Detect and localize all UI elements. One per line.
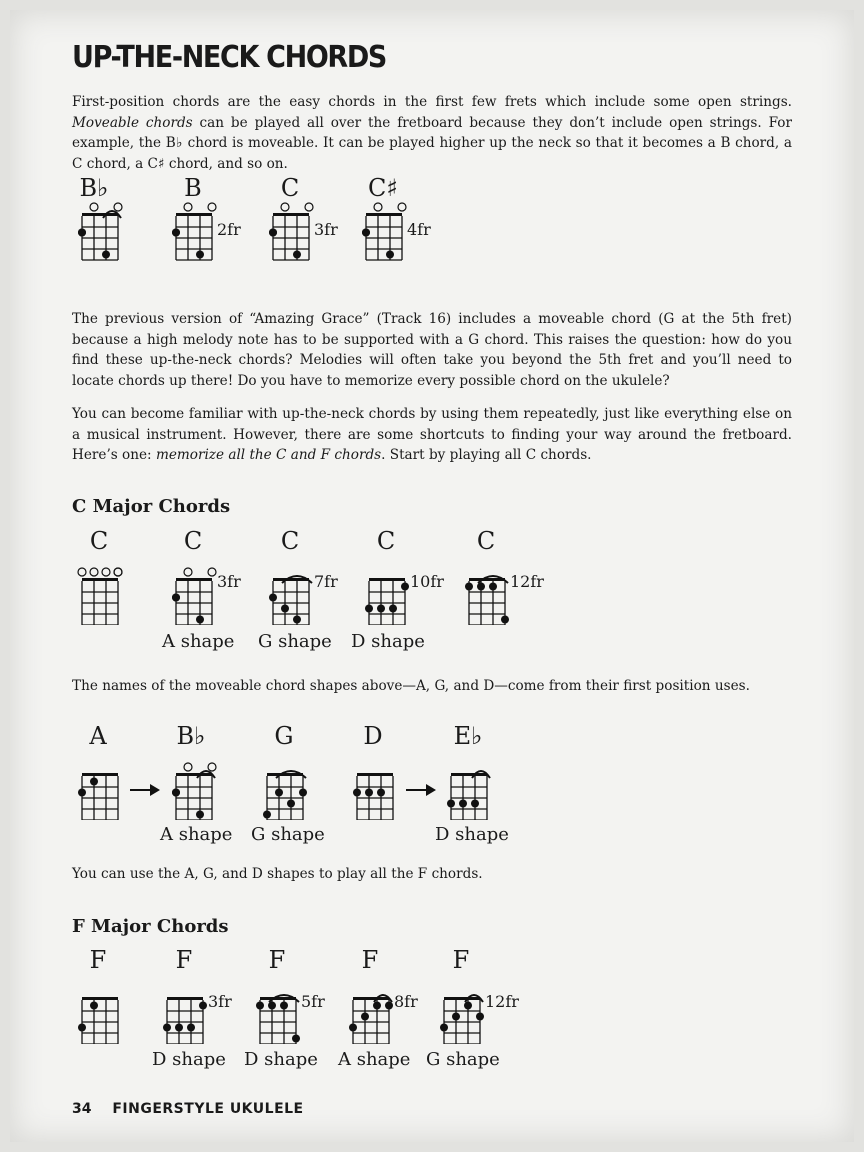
finger-dot (102, 251, 110, 259)
chord-name: B (184, 174, 202, 202)
chord-grid (172, 763, 216, 820)
chord-name: G (274, 722, 294, 750)
chord-grid (78, 203, 122, 260)
finger-dot (287, 800, 295, 808)
finger-dot (489, 583, 497, 591)
amazing-grace-paragraph: The previous version of “Amazing Grace” (Track 16) includes a moveable chord (G at the 5th fret) because a high melody note has to be supported with a G chord. This raises the question: how do you find these up-the-neck chords? Melodies will often take you beyond the 5th fret and you’ll need to locate chords up there! Do you have to memorize every possible chord on the ukulele? (72, 311, 792, 389)
chord-grid (465, 576, 509, 625)
intro-paragraph (72, 92, 792, 174)
finger-dot (377, 605, 385, 613)
chord-name: C (280, 174, 300, 202)
finger-dot (196, 616, 204, 624)
page-number: 34 (72, 1101, 92, 1117)
chord-grid (362, 203, 406, 260)
finger-dot (172, 594, 180, 602)
open-string-circle (208, 763, 216, 771)
chord-grid (365, 578, 409, 625)
finger-dot (187, 1024, 195, 1032)
finger-dot (501, 616, 509, 624)
nut (366, 213, 402, 216)
shape-label: D shape (244, 1049, 318, 1070)
chord-grid (440, 995, 484, 1044)
finger-dot (373, 1002, 381, 1010)
finger-dot (292, 1035, 300, 1043)
chord-diagram (443, 748, 495, 820)
shape-label: D shape (435, 824, 509, 845)
chord-diagram (252, 972, 304, 1044)
intro-text-b: can be played all over the fretboard because they don’t include open strings. For example, the B♭ chord is moveable. It can be played higher up the neck so that it becomes a B chord, a C chord, a C♯ chord, and so on. (72, 114, 792, 172)
chord-grid (447, 771, 490, 820)
chord-name: C (183, 527, 203, 555)
fret-label: 4fr (407, 220, 431, 239)
fret-label: 5fr (301, 992, 325, 1011)
fret-label: 3fr (217, 572, 241, 591)
finger-dot (293, 616, 301, 624)
open-string-circle (90, 203, 98, 211)
chord-diagram (259, 748, 311, 820)
finger-dot (389, 605, 397, 613)
open-string-circle (184, 568, 192, 576)
nut (369, 578, 405, 581)
finger-dot (452, 1013, 460, 1021)
shape-label: D shape (152, 1049, 226, 1070)
chord-name: E♭ (453, 722, 483, 750)
nut (353, 997, 389, 1000)
nut (451, 773, 487, 776)
finger-dot (163, 1024, 171, 1032)
finger-dot (256, 1002, 264, 1010)
open-string-circle (184, 203, 192, 211)
shape-label: A shape (162, 631, 235, 652)
shape-label: G shape (251, 824, 325, 845)
finger-dot (299, 789, 307, 797)
chord-diagram (349, 748, 401, 820)
finger-dot (464, 1002, 472, 1010)
finger-dot (377, 789, 385, 797)
finger-dot (365, 605, 373, 613)
shortcut-text-b: . Start by playing all C chords. (381, 447, 592, 463)
fret-label: 2fr (217, 220, 241, 239)
finger-dot (196, 811, 204, 819)
chord-name: D (363, 722, 383, 750)
chord-name: F (89, 946, 107, 974)
chord-diagram (168, 188, 220, 272)
finger-dot (447, 800, 455, 808)
open-string-circle (90, 568, 98, 576)
chord-name: C (280, 527, 300, 555)
nut (82, 213, 118, 216)
chord-diagram (168, 748, 220, 820)
c-major-heading: C Major Chords (72, 496, 231, 517)
fret-label: 12fr (510, 572, 544, 591)
shape-label: D shape (351, 631, 425, 652)
finger-dot (263, 811, 271, 819)
chord-diagram (345, 972, 397, 1044)
nut (176, 773, 212, 776)
shortcut-emphasis: memorize all the C and F chords (155, 447, 382, 463)
chord-name: A (89, 722, 107, 750)
f-major-heading: F Major Chords (72, 916, 229, 937)
finger-dot (175, 1024, 183, 1032)
chord-diagram (358, 188, 410, 272)
open-string-circle (374, 203, 382, 211)
shape-label: A shape (160, 824, 233, 845)
open-string-circle (305, 203, 313, 211)
finger-dot (465, 583, 473, 591)
intro-text-a: First-position chords are the easy chords in the first few frets which include some open strings. (72, 94, 792, 110)
chord-grid (256, 995, 300, 1044)
nut (176, 578, 212, 581)
chord-diagram (436, 972, 488, 1044)
finger-dot (78, 229, 86, 237)
chord-name: B♭ (176, 722, 206, 750)
chord-name: F (452, 946, 470, 974)
finger-dot (385, 1002, 393, 1010)
open-string-circle (114, 203, 122, 211)
open-string-circle (184, 763, 192, 771)
chord-grid (78, 773, 118, 820)
chord-grid (269, 576, 312, 625)
finger-dot (476, 1013, 484, 1021)
finger-dot (268, 1002, 276, 1010)
finger-dot (477, 583, 485, 591)
chord-name: F (361, 946, 379, 974)
chord-diagram (265, 188, 317, 272)
finger-dot (78, 1024, 86, 1032)
nut (82, 578, 118, 581)
finger-dot (196, 251, 204, 259)
open-string-circle (208, 568, 216, 576)
finger-dot (386, 251, 394, 259)
arrow-right-icon (128, 780, 162, 800)
chord-diagram (168, 553, 220, 625)
finger-dot (362, 229, 370, 237)
chord-name: F (268, 946, 286, 974)
chord-grid (163, 997, 207, 1044)
nut (444, 997, 480, 1000)
finger-dot (275, 789, 283, 797)
chord-diagram (265, 553, 317, 625)
fret-label: 8fr (394, 992, 418, 1011)
finger-dot (293, 251, 301, 259)
open-string-circle (208, 203, 216, 211)
chord-grid (78, 997, 118, 1044)
chord-name: B♭ (79, 174, 109, 202)
fret-label: 3fr (208, 992, 232, 1011)
finger-dot (280, 1002, 288, 1010)
chord-grid (269, 203, 313, 260)
fret-label: 10fr (410, 572, 444, 591)
nut (273, 213, 309, 216)
finger-dot (172, 789, 180, 797)
arrow-right-icon (404, 780, 438, 800)
shape-label: A shape (338, 1049, 411, 1070)
book-title: FINGERSTYLE UKULELE (112, 1101, 304, 1117)
f-chords-paragraph: You can use the A, G, and D shapes to play all the F chords. (72, 866, 483, 882)
shape-label: G shape (258, 631, 332, 652)
finger-dot (365, 789, 373, 797)
chord-name: F (175, 946, 193, 974)
finger-dot (90, 778, 98, 786)
open-string-circle (102, 568, 110, 576)
chord-grid (349, 995, 393, 1044)
nut (167, 997, 203, 1000)
chord-name: C (376, 527, 396, 555)
chord-diagram (74, 553, 126, 625)
finger-dot (353, 789, 361, 797)
finger-dot (471, 800, 479, 808)
finger-dot (459, 800, 467, 808)
finger-dot (401, 583, 409, 591)
open-string-circle (114, 568, 122, 576)
chord-name: C (476, 527, 496, 555)
finger-dot (172, 229, 180, 237)
finger-dot (361, 1013, 369, 1021)
intro-emphasis: Moveable chords (72, 114, 193, 131)
page-title: UP-THE-NECK CHORDS (72, 40, 387, 75)
chord-diagram (74, 972, 126, 1044)
chord-grid (263, 771, 307, 820)
fret-label: 3fr (314, 220, 338, 239)
finger-dot (90, 1002, 98, 1010)
chord-grid (353, 773, 393, 820)
finger-dot (349, 1024, 357, 1032)
chord-grid (172, 568, 216, 625)
open-string-circle (78, 568, 86, 576)
shortcut-text-a: You can become familiar with up-the-neck chords by using them repeatedly, just like everything else on a musical instrument. However, there are some shortcuts to finding your way around the fretboard. Here’s one: (72, 406, 792, 463)
fret-label: 7fr (314, 572, 338, 591)
finger-dot (78, 789, 86, 797)
shortcut-paragraph (72, 404, 792, 466)
page-footer (72, 1101, 304, 1117)
fret-label: 12fr (485, 992, 519, 1011)
chord-name: C (89, 527, 109, 555)
open-string-circle (281, 203, 289, 211)
chord-grid (172, 203, 216, 260)
chord-name: C♯ (368, 174, 398, 202)
chord-grid (78, 568, 122, 625)
nut (82, 773, 118, 776)
chord-diagram (361, 553, 413, 625)
finger-dot (269, 594, 277, 602)
finger-dot (440, 1024, 448, 1032)
nut (82, 997, 118, 1000)
finger-dot (269, 229, 277, 237)
nut (357, 773, 393, 776)
shape-names-paragraph: The names of the moveable chord shapes above—A, G, and D—come from their first position uses. (72, 678, 750, 694)
shape-label: G shape (426, 1049, 500, 1070)
chord-diagram (74, 188, 126, 272)
chord-diagram (159, 972, 211, 1044)
finger-dot (281, 605, 289, 613)
open-string-circle (398, 203, 406, 211)
chord-diagram (74, 748, 126, 820)
nut (176, 213, 212, 216)
finger-dot (199, 1002, 207, 1010)
chord-diagram (461, 553, 513, 625)
